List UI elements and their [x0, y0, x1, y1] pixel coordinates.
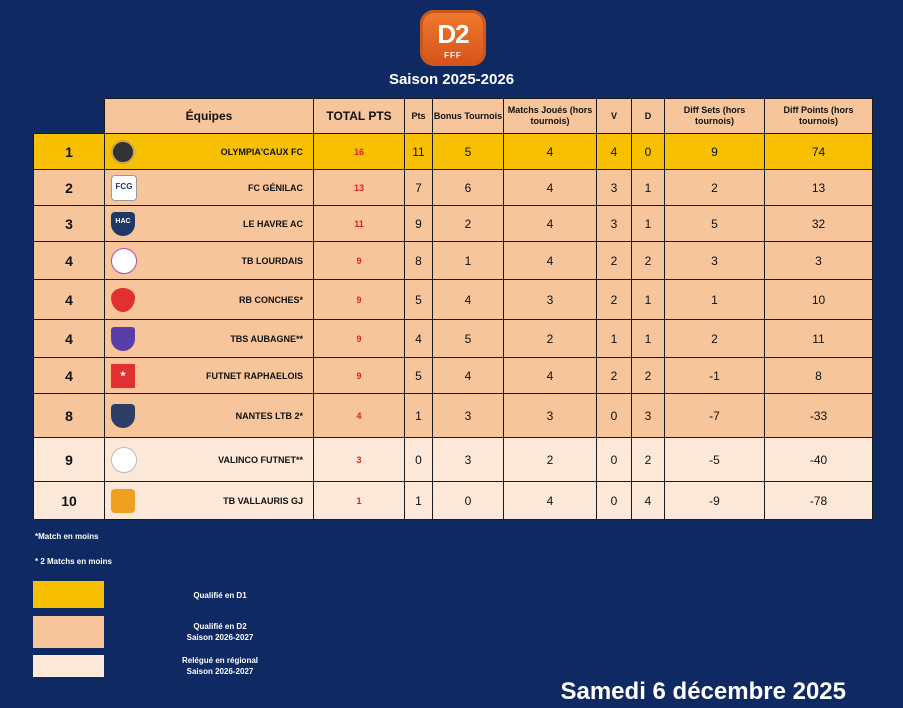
matches-cell: 3 — [504, 280, 597, 320]
pts-cell: 9 — [405, 206, 433, 242]
bonus-cell: 4 — [433, 280, 504, 320]
diff-points-cell: -78 — [765, 482, 873, 520]
table-row — [34, 206, 873, 242]
diff-points-cell: -40 — [765, 438, 873, 482]
bonus-cell: 2 — [433, 206, 504, 242]
matches-cell: 3 — [504, 394, 597, 438]
team-logo-cell — [105, 280, 140, 320]
rank-cell: 1 — [34, 134, 105, 170]
pts-cell: 1 — [405, 394, 433, 438]
team-name-cell: RB CONCHES* — [140, 280, 314, 320]
team-logo-cell — [105, 206, 140, 242]
diff-sets-cell: 9 — [665, 134, 765, 170]
bonus-cell: 0 — [433, 482, 504, 520]
olympiacaux-logo-icon — [111, 140, 135, 164]
pts-cell: 5 — [405, 280, 433, 320]
header-rank-blank — [34, 99, 105, 134]
rank-cell: 2 — [34, 170, 105, 206]
legend-swatch-relegated — [33, 655, 104, 677]
legend-label-qualified-d2-line2: Saison 2026-2027 — [186, 633, 254, 642]
header-diff-points: Diff Points (hors tournois) — [765, 99, 873, 134]
logo-main-text: D2 — [437, 19, 469, 49]
table-row — [34, 394, 873, 438]
header-v: V — [597, 99, 632, 134]
table-row — [34, 280, 873, 320]
total-cell: 13 — [314, 170, 405, 206]
team-name-cell: TBS AUBAGNE** — [140, 320, 314, 358]
futnet-raphaelois-logo-icon — [111, 364, 135, 388]
diff-sets-cell: -1 — [665, 358, 765, 394]
bonus-cell: 3 — [433, 438, 504, 482]
team-logo-cell — [105, 394, 140, 438]
team-name-cell: NANTES LTB 2* — [140, 394, 314, 438]
team-logo-cell — [105, 242, 140, 280]
diff-points-cell: 74 — [765, 134, 873, 170]
diff-sets-cell: -7 — [665, 394, 765, 438]
tb-vallauris-logo-icon — [111, 489, 135, 513]
legend-swatch-qualified-d2 — [33, 616, 104, 648]
total-cell: 4 — [314, 394, 405, 438]
total-cell: 9 — [314, 358, 405, 394]
bonus-cell: 5 — [433, 134, 504, 170]
pts-cell: 11 — [405, 134, 433, 170]
pts-cell: 0 — [405, 438, 433, 482]
rank-cell: 4 — [34, 280, 105, 320]
d-cell: 1 — [632, 320, 665, 358]
diff-sets-cell: 5 — [665, 206, 765, 242]
rank-cell: 9 — [34, 438, 105, 482]
diff-points-cell: 3 — [765, 242, 873, 280]
v-cell: 1 — [597, 320, 632, 358]
header-bonus: Bonus Tournois — [433, 99, 504, 134]
team-name-cell: FUTNET RAPHAELOIS — [140, 358, 314, 394]
v-cell: 0 — [597, 394, 632, 438]
rank-cell: 4 — [34, 242, 105, 280]
d-cell: 2 — [632, 438, 665, 482]
d-cell: 3 — [632, 394, 665, 438]
tb-lourdais-logo-icon — [111, 248, 137, 274]
header-pts: Pts — [405, 99, 433, 134]
team-name-cell: FC GÉNILAC — [140, 170, 314, 206]
legend-label-relegated — [140, 655, 300, 677]
pts-cell: 8 — [405, 242, 433, 280]
tbs-aubagne-logo-icon — [111, 327, 135, 351]
matches-cell: 4 — [504, 170, 597, 206]
d-cell: 1 — [632, 280, 665, 320]
footnote-two-matches: * 2 Matchs en moins — [35, 557, 112, 566]
diff-points-cell: 32 — [765, 206, 873, 242]
badge-text: FCG — [115, 181, 133, 191]
bonus-cell: 3 — [433, 394, 504, 438]
rank-cell: 10 — [34, 482, 105, 520]
table-row — [34, 358, 873, 394]
team-name-cell: TB LOURDAIS — [140, 242, 314, 280]
diff-sets-cell: -9 — [665, 482, 765, 520]
total-cell: 9 — [314, 242, 405, 280]
header-team: Équipes — [105, 99, 314, 134]
table-row — [34, 482, 873, 520]
rank-cell: 3 — [34, 206, 105, 242]
diff-points-cell: 13 — [765, 170, 873, 206]
logo-sub-text: FFF — [444, 51, 462, 60]
matches-cell: 4 — [504, 206, 597, 242]
team-logo-cell — [105, 134, 140, 170]
d-cell: 2 — [632, 358, 665, 394]
d-cell: 0 — [632, 134, 665, 170]
d2-fff-logo — [420, 10, 486, 66]
bonus-cell: 5 — [433, 320, 504, 358]
table-row — [34, 320, 873, 358]
header-row — [34, 99, 873, 134]
legend-label-qualified-d1: Qualifié en D1 — [193, 591, 247, 600]
team-logo-cell — [105, 320, 140, 358]
rank-cell: 4 — [34, 358, 105, 394]
matches-cell: 4 — [504, 242, 597, 280]
total-cell: 11 — [314, 206, 405, 242]
team-logo-cell — [105, 438, 140, 482]
d-cell: 1 — [632, 206, 665, 242]
matches-cell: 4 — [504, 134, 597, 170]
pts-cell: 5 — [405, 358, 433, 394]
legend-swatch-qualified-d1 — [33, 581, 104, 608]
diff-points-cell: 10 — [765, 280, 873, 320]
pts-cell: 1 — [405, 482, 433, 520]
badge-text: ★ — [119, 370, 127, 378]
nantes-ltb-logo-icon — [111, 404, 135, 428]
legend-label-qualified-d2 — [140, 621, 300, 643]
v-cell: 0 — [597, 482, 632, 520]
diff-sets-cell: 1 — [665, 280, 765, 320]
valinco-futnet-logo-icon — [111, 447, 137, 473]
table-row — [34, 170, 873, 206]
d-cell: 4 — [632, 482, 665, 520]
diff-sets-cell: 3 — [665, 242, 765, 280]
standings-table — [33, 98, 873, 520]
fc-genilac-logo-icon — [111, 175, 137, 201]
team-name-cell: LE HAVRE AC — [140, 206, 314, 242]
v-cell: 0 — [597, 438, 632, 482]
bonus-cell: 6 — [433, 170, 504, 206]
diff-points-cell: 11 — [765, 320, 873, 358]
date-label: Samedi 6 décembre 2025 — [560, 678, 846, 705]
diff-points-cell: -33 — [765, 394, 873, 438]
diff-sets-cell: -5 — [665, 438, 765, 482]
v-cell: 4 — [597, 134, 632, 170]
diff-sets-cell: 2 — [665, 320, 765, 358]
bonus-cell: 1 — [433, 242, 504, 280]
d-cell: 2 — [632, 242, 665, 280]
total-cell: 9 — [314, 280, 405, 320]
v-cell: 3 — [597, 206, 632, 242]
header-diff-sets: Diff Sets (hors tournois) — [665, 99, 765, 134]
team-logo-cell — [105, 482, 140, 520]
matches-cell: 2 — [504, 320, 597, 358]
rank-cell: 4 — [34, 320, 105, 358]
le-havre-ac-logo-icon — [111, 212, 135, 236]
legend-label-relegated-line1: Relégué en régional — [181, 656, 259, 665]
team-logo-cell — [105, 358, 140, 394]
matches-cell: 4 — [504, 482, 597, 520]
bonus-cell: 4 — [433, 358, 504, 394]
total-cell: 9 — [314, 320, 405, 358]
table-row — [34, 438, 873, 482]
header-matches: Matchs Joués (hors tournois) — [504, 99, 597, 134]
v-cell: 3 — [597, 170, 632, 206]
v-cell: 2 — [597, 280, 632, 320]
legend-label-qualified-d2-line1: Qualifié en D2 — [193, 622, 247, 631]
table-row — [34, 134, 873, 170]
badge-text: HAC — [115, 217, 131, 225]
rank-cell: 8 — [34, 394, 105, 438]
header-total-pts: TOTAL PTS — [314, 99, 405, 134]
total-cell: 1 — [314, 482, 405, 520]
header-d: D — [632, 99, 665, 134]
season-title: Saison 2025-2026 — [388, 71, 515, 88]
pts-cell: 7 — [405, 170, 433, 206]
team-logo-cell — [105, 170, 140, 206]
total-cell: 16 — [314, 134, 405, 170]
team-name-cell: VALINCO FUTNET** — [140, 438, 314, 482]
v-cell: 2 — [597, 242, 632, 280]
team-name-cell: OLYMPIA'CAUX FC — [140, 134, 314, 170]
total-cell: 3 — [314, 438, 405, 482]
pts-cell: 4 — [405, 320, 433, 358]
team-name-cell: TB VALLAURIS GJ — [140, 482, 314, 520]
legend-label-relegated-line2: Saison 2026-2027 — [186, 667, 254, 676]
matches-cell: 2 — [504, 438, 597, 482]
rb-conches-logo-icon — [111, 288, 135, 312]
matches-cell: 4 — [504, 358, 597, 394]
table-row — [34, 242, 873, 280]
diff-points-cell: 8 — [765, 358, 873, 394]
diff-sets-cell: 2 — [665, 170, 765, 206]
v-cell: 2 — [597, 358, 632, 394]
footnote-one-match: *Match en moins — [35, 532, 99, 541]
d-cell: 1 — [632, 170, 665, 206]
